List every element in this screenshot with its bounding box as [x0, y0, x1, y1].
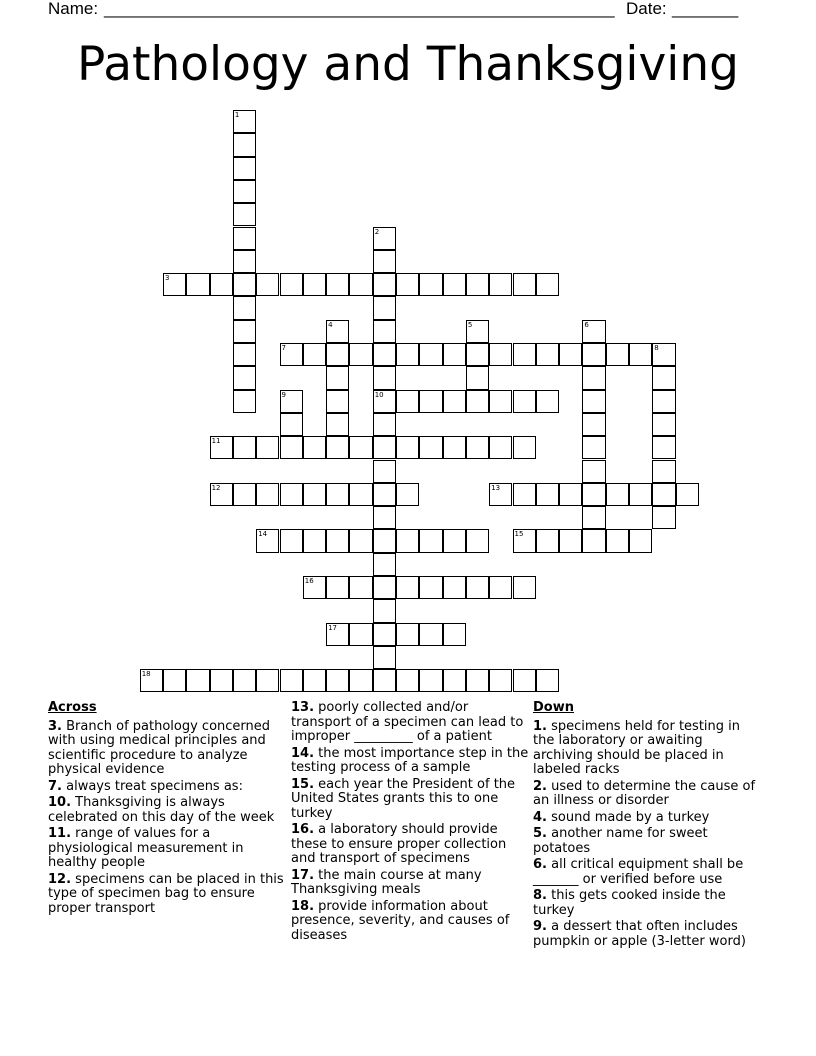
- grid-cell[interactable]: [652, 436, 675, 459]
- grid-cell[interactable]: [373, 646, 396, 669]
- grid-cell[interactable]: [326, 483, 349, 506]
- cell-number: 6: [584, 320, 589, 329]
- grid-cell[interactable]: [559, 483, 582, 506]
- grid-cell[interactable]: [536, 343, 559, 366]
- cell-number: 1: [234, 111, 240, 119]
- page-title: Pathology and Thanksgiving: [77, 37, 739, 92]
- grid-cell[interactable]: [303, 436, 326, 459]
- clue-text: Thanksgiving is always celebrated on this day of the week: [48, 795, 275, 825]
- grid-cell[interactable]: [349, 623, 372, 646]
- cell-number: 10: [374, 390, 384, 399]
- clue-number: 10.: [48, 795, 72, 810]
- grid-cell[interactable]: [186, 669, 209, 692]
- date-field[interactable]: _______: [672, 0, 739, 18]
- grid-cell[interactable]: [233, 390, 256, 413]
- grid-cell[interactable]: [373, 366, 396, 389]
- across-heading: Across: [48, 700, 97, 715]
- grid-cell[interactable]: [280, 273, 303, 296]
- grid-cell[interactable]: [349, 343, 372, 366]
- clue-text: sound made by a turkey: [551, 809, 710, 825]
- clue-text: provide information about presence, severity, and causes of diseases: [291, 898, 510, 943]
- grid-cell[interactable]: [559, 529, 582, 552]
- cell-number: 15: [514, 530, 524, 539]
- name-field[interactable]: ______________________________________________________: [104, 0, 615, 18]
- clue-number: 9.: [533, 919, 547, 934]
- clue-number: 12.: [48, 871, 72, 887]
- grid-cell[interactable]: [326, 576, 349, 599]
- grid-cell[interactable]: [629, 529, 652, 552]
- grid-cell[interactable]: [652, 343, 675, 366]
- clue-text: the main course at many Thanksgiving meals: [291, 867, 482, 897]
- grid-cell[interactable]: [513, 436, 536, 459]
- cell-number: 3: [165, 274, 170, 283]
- grid-cell[interactable]: [326, 413, 349, 436]
- grid-cell[interactable]: [396, 529, 419, 552]
- clue-across-17: [291, 869, 529, 898]
- grid-cell[interactable]: [513, 576, 536, 599]
- clue-text: the most importance step in the testing process of a sample: [291, 745, 529, 775]
- clue-number: 6.: [533, 857, 547, 872]
- grid-cell[interactable]: [466, 669, 489, 692]
- grid-cell[interactable]: [466, 436, 489, 459]
- grid-cell[interactable]: [629, 343, 652, 366]
- clue-text: used to determine the cause of an illness or disorder: [533, 778, 756, 808]
- grid-cell[interactable]: [373, 343, 396, 366]
- grid-cell[interactable]: [582, 390, 605, 413]
- cell-number: 5: [467, 320, 473, 329]
- name-label: Name:: [48, 0, 99, 18]
- grid-cell[interactable]: [349, 273, 372, 296]
- grid-cell[interactable]: [443, 343, 466, 366]
- grid-cell[interactable]: [443, 623, 466, 646]
- grid-cell[interactable]: [186, 273, 209, 296]
- grid-cell[interactable]: [210, 669, 233, 692]
- grid-cell[interactable]: [582, 529, 605, 552]
- clue-across-10: [48, 796, 284, 825]
- grid-cell[interactable]: [373, 553, 396, 576]
- cell-number: 9: [281, 390, 286, 399]
- clue-number: 15.: [291, 776, 315, 792]
- clue-text: a dessert that often includes pumpkin or apple (3-letter word): [533, 919, 746, 949]
- grid-cell[interactable]: [373, 623, 396, 646]
- grid-cell[interactable]: [396, 483, 419, 506]
- grid-cell[interactable]: [582, 506, 605, 529]
- clue-text: another name for sweet potatoes: [533, 826, 708, 856]
- grid-cell[interactable]: [349, 576, 372, 599]
- grid-cell[interactable]: [536, 529, 559, 552]
- grid-cell[interactable]: [629, 483, 652, 506]
- grid-cell[interactable]: [326, 366, 349, 389]
- grid-cell[interactable]: [326, 669, 349, 692]
- grid-cell[interactable]: [419, 529, 442, 552]
- cell-number: 18: [141, 670, 151, 679]
- grid-cell[interactable]: [373, 529, 396, 552]
- clue-number: 4.: [533, 809, 547, 825]
- grid-cell[interactable]: [326, 623, 349, 646]
- grid-cell[interactable]: [233, 273, 256, 296]
- grid-cell[interactable]: [676, 483, 699, 506]
- grid-cell[interactable]: [256, 273, 279, 296]
- grid-cell[interactable]: [652, 390, 675, 413]
- grid-cell[interactable]: [373, 483, 396, 506]
- clue-number: 2.: [533, 778, 547, 794]
- cell-number: 12: [211, 483, 221, 492]
- grid-cell[interactable]: [233, 110, 256, 133]
- grid-cell[interactable]: [373, 460, 396, 483]
- cell-number: 16: [304, 577, 314, 585]
- grid-cell[interactable]: [373, 669, 396, 692]
- grid-cell[interactable]: [326, 529, 349, 552]
- grid-cell[interactable]: [373, 506, 396, 529]
- grid-cell[interactable]: [233, 133, 256, 156]
- clue-across-18: [291, 900, 529, 944]
- grid-cell[interactable]: [489, 483, 512, 506]
- grid-cell[interactable]: [582, 343, 605, 366]
- grid-cell[interactable]: [303, 343, 326, 366]
- grid-cell[interactable]: [419, 343, 442, 366]
- grid-cell[interactable]: [303, 483, 326, 506]
- clue-number: 11.: [48, 826, 72, 841]
- grid-cell[interactable]: [233, 250, 256, 273]
- grid-cell[interactable]: [489, 576, 512, 599]
- grid-cell[interactable]: [280, 483, 303, 506]
- grid-cell[interactable]: [373, 599, 396, 622]
- grid-cell[interactable]: [280, 529, 303, 552]
- grid-cell[interactable]: [163, 669, 186, 692]
- grid-cell[interactable]: [233, 203, 256, 226]
- grid-cell[interactable]: [466, 343, 489, 366]
- grid-cell[interactable]: [443, 669, 466, 692]
- grid-cell[interactable]: [443, 273, 466, 296]
- clue-across-12: [48, 873, 284, 917]
- grid-cell[interactable]: [582, 436, 605, 459]
- grid-cell[interactable]: [466, 273, 489, 296]
- cell-number: 13: [491, 483, 501, 492]
- grid-cell[interactable]: [652, 413, 675, 436]
- grid-cell[interactable]: [396, 273, 419, 296]
- grid-cell[interactable]: [373, 296, 396, 319]
- grid-cell[interactable]: [373, 436, 396, 459]
- grid-cell[interactable]: [303, 576, 326, 599]
- cell-number: 7: [281, 344, 286, 352]
- grid-cell[interactable]: [256, 529, 279, 552]
- grid-cell[interactable]: [233, 296, 256, 319]
- grid-cell[interactable]: [606, 343, 629, 366]
- grid-cell[interactable]: [396, 390, 419, 413]
- grid-cell[interactable]: [443, 436, 466, 459]
- grid-cell[interactable]: [582, 483, 605, 506]
- grid-cell[interactable]: [443, 390, 466, 413]
- grid-cell[interactable]: [233, 366, 256, 389]
- grid-cell[interactable]: [652, 506, 675, 529]
- clue-number: 17.: [291, 867, 315, 883]
- grid-cell[interactable]: [140, 669, 163, 692]
- clue-down-8: [533, 889, 763, 918]
- grid-cell[interactable]: [256, 669, 279, 692]
- grid-cell[interactable]: [419, 576, 442, 599]
- grid-cell[interactable]: [280, 669, 303, 692]
- grid-cell[interactable]: [233, 483, 256, 506]
- grid-cell[interactable]: [349, 529, 372, 552]
- cell-number: 17: [328, 623, 338, 632]
- clue-text: all critical equipment shall be _______ or verified before use: [533, 857, 744, 887]
- clue-across-15: [291, 778, 529, 822]
- clue-down-1: [533, 720, 763, 778]
- grid-cell[interactable]: [210, 436, 233, 459]
- grid-cell[interactable]: [582, 413, 605, 436]
- grid-cell[interactable]: [280, 390, 303, 413]
- grid-cell[interactable]: [210, 273, 233, 296]
- cell-number: 4: [328, 320, 333, 329]
- grid-cell[interactable]: [513, 483, 536, 506]
- clue-down-9: [533, 920, 763, 949]
- grid-cell[interactable]: [466, 320, 489, 343]
- grid-cell[interactable]: [466, 390, 489, 413]
- grid-cell[interactable]: [489, 436, 512, 459]
- clue-across-3: [48, 720, 284, 778]
- grid-cell[interactable]: [163, 273, 186, 296]
- grid-cell[interactable]: [396, 623, 419, 646]
- grid-cell[interactable]: [536, 273, 559, 296]
- clue-number: 8.: [533, 888, 547, 903]
- grid-cell[interactable]: [396, 576, 419, 599]
- grid-cell[interactable]: [466, 529, 489, 552]
- grid-cell[interactable]: [559, 343, 582, 366]
- clue-number: 13.: [291, 700, 315, 715]
- clue-number: 5.: [533, 826, 547, 841]
- grid-cell[interactable]: [373, 320, 396, 343]
- grid-cell[interactable]: [606, 529, 629, 552]
- grid-cell[interactable]: [210, 483, 233, 506]
- clue-down-6: [533, 858, 763, 887]
- clue-across-16: [291, 823, 529, 867]
- grid-cell[interactable]: [652, 460, 675, 483]
- grid-cell[interactable]: [513, 669, 536, 692]
- grid-cell[interactable]: [373, 413, 396, 436]
- grid-cell[interactable]: [233, 343, 256, 366]
- grid-cell[interactable]: [419, 390, 442, 413]
- grid-cell[interactable]: [280, 343, 303, 366]
- grid-cell[interactable]: [233, 669, 256, 692]
- grid-cell[interactable]: [373, 250, 396, 273]
- grid-cell[interactable]: [326, 273, 349, 296]
- grid-cell[interactable]: [280, 413, 303, 436]
- clue-number: 3.: [48, 718, 62, 734]
- grid-cell[interactable]: [489, 273, 512, 296]
- clue-text: this gets cooked inside the turkey: [533, 888, 726, 918]
- down-clues-column: [533, 701, 763, 951]
- clue-across-11: [48, 827, 284, 871]
- grid-cell[interactable]: [326, 343, 349, 366]
- grid-cell[interactable]: [443, 529, 466, 552]
- grid-cell[interactable]: [233, 180, 256, 203]
- date-label: Date:: [626, 0, 667, 18]
- grid-cell[interactable]: [582, 320, 605, 343]
- grid-cell[interactable]: [513, 529, 536, 552]
- down-heading: Down: [533, 700, 574, 715]
- cell-number: 11: [211, 437, 221, 446]
- clue-down-2: [533, 780, 763, 809]
- grid-cell[interactable]: [326, 320, 349, 343]
- grid-cell[interactable]: [396, 436, 419, 459]
- grid-cell[interactable]: [606, 483, 629, 506]
- clue-across-13: [291, 701, 529, 745]
- grid-cell[interactable]: [419, 436, 442, 459]
- grid-cell[interactable]: [419, 273, 442, 296]
- grid-cell[interactable]: [233, 320, 256, 343]
- grid-cell[interactable]: [396, 669, 419, 692]
- grid-cell[interactable]: [326, 390, 349, 413]
- clue-number: 7.: [48, 778, 62, 794]
- grid-cell[interactable]: [373, 227, 396, 250]
- grid-cell[interactable]: [233, 436, 256, 459]
- grid-cell[interactable]: [326, 436, 349, 459]
- grid-cell[interactable]: [513, 390, 536, 413]
- clue-text: always treat specimens as:: [66, 778, 243, 794]
- clue-number: 14.: [291, 745, 315, 761]
- clue-text: each year the President of the United States grants this to one turkey: [291, 776, 516, 821]
- across-clues-column-2: [291, 701, 529, 945]
- grid-cell[interactable]: [536, 669, 559, 692]
- clue-down-4: [533, 811, 763, 826]
- clue-text: poorly collected and/or transport of a specimen can lead to improper _________ of a patient: [291, 700, 524, 744]
- grid-cell[interactable]: [489, 669, 512, 692]
- grid-cell[interactable]: [233, 227, 256, 250]
- cell-number: 8: [654, 344, 659, 352]
- grid-cell[interactable]: [373, 576, 396, 599]
- grid-cell[interactable]: [582, 366, 605, 389]
- clue-across-14: [291, 747, 529, 776]
- grid-cell[interactable]: [536, 390, 559, 413]
- grid-cell[interactable]: [466, 576, 489, 599]
- grid-cell[interactable]: [582, 460, 605, 483]
- grid-cell[interactable]: [652, 366, 675, 389]
- grid-cell[interactable]: [349, 483, 372, 506]
- clue-across-7: [48, 780, 284, 795]
- grid-cell[interactable]: [256, 436, 279, 459]
- grid-cell[interactable]: [256, 483, 279, 506]
- clue-number: 16.: [291, 822, 315, 837]
- clue-number: 1.: [533, 718, 547, 734]
- clue-text: Branch of pathology concerned with using medical principles and scientific procedure to analyze physical evidence: [48, 718, 271, 777]
- clue-text: a laboratory should provide these to ensure proper collection and transport of specimens: [291, 822, 507, 866]
- across-clues-column-1: [48, 701, 284, 918]
- grid-cell[interactable]: [373, 390, 396, 413]
- grid-cell[interactable]: [489, 390, 512, 413]
- grid-cell[interactable]: [303, 669, 326, 692]
- grid-cell[interactable]: [396, 343, 419, 366]
- cell-number: 2: [374, 227, 380, 236]
- grid-cell[interactable]: [536, 483, 559, 506]
- grid-cell[interactable]: [419, 623, 442, 646]
- grid-cell[interactable]: [513, 343, 536, 366]
- clue-text: specimens can be placed in this type of specimen bag to ensure proper transport: [48, 871, 284, 916]
- grid-cell[interactable]: [652, 483, 675, 506]
- grid-cell[interactable]: [466, 366, 489, 389]
- grid-cell[interactable]: [373, 273, 396, 296]
- grid-cell[interactable]: [513, 273, 536, 296]
- clue-text: range of values for a physiological measurement in healthy people: [48, 826, 244, 870]
- grid-cell[interactable]: [280, 436, 303, 459]
- cell-number: 14: [258, 530, 268, 539]
- clue-down-5: [533, 827, 763, 856]
- grid-cell[interactable]: [419, 669, 442, 692]
- grid-cell[interactable]: [303, 273, 326, 296]
- grid-cell[interactable]: [489, 343, 512, 366]
- clue-text: specimens held for testing in the laboratory or awaiting archiving should be placed in labeled racks: [533, 718, 741, 777]
- clue-number: 18.: [291, 898, 315, 914]
- grid-cell[interactable]: [349, 436, 372, 459]
- grid-cell[interactable]: [303, 529, 326, 552]
- grid-cell[interactable]: [349, 669, 372, 692]
- grid-cell[interactable]: [443, 576, 466, 599]
- grid-cell[interactable]: [233, 157, 256, 180]
